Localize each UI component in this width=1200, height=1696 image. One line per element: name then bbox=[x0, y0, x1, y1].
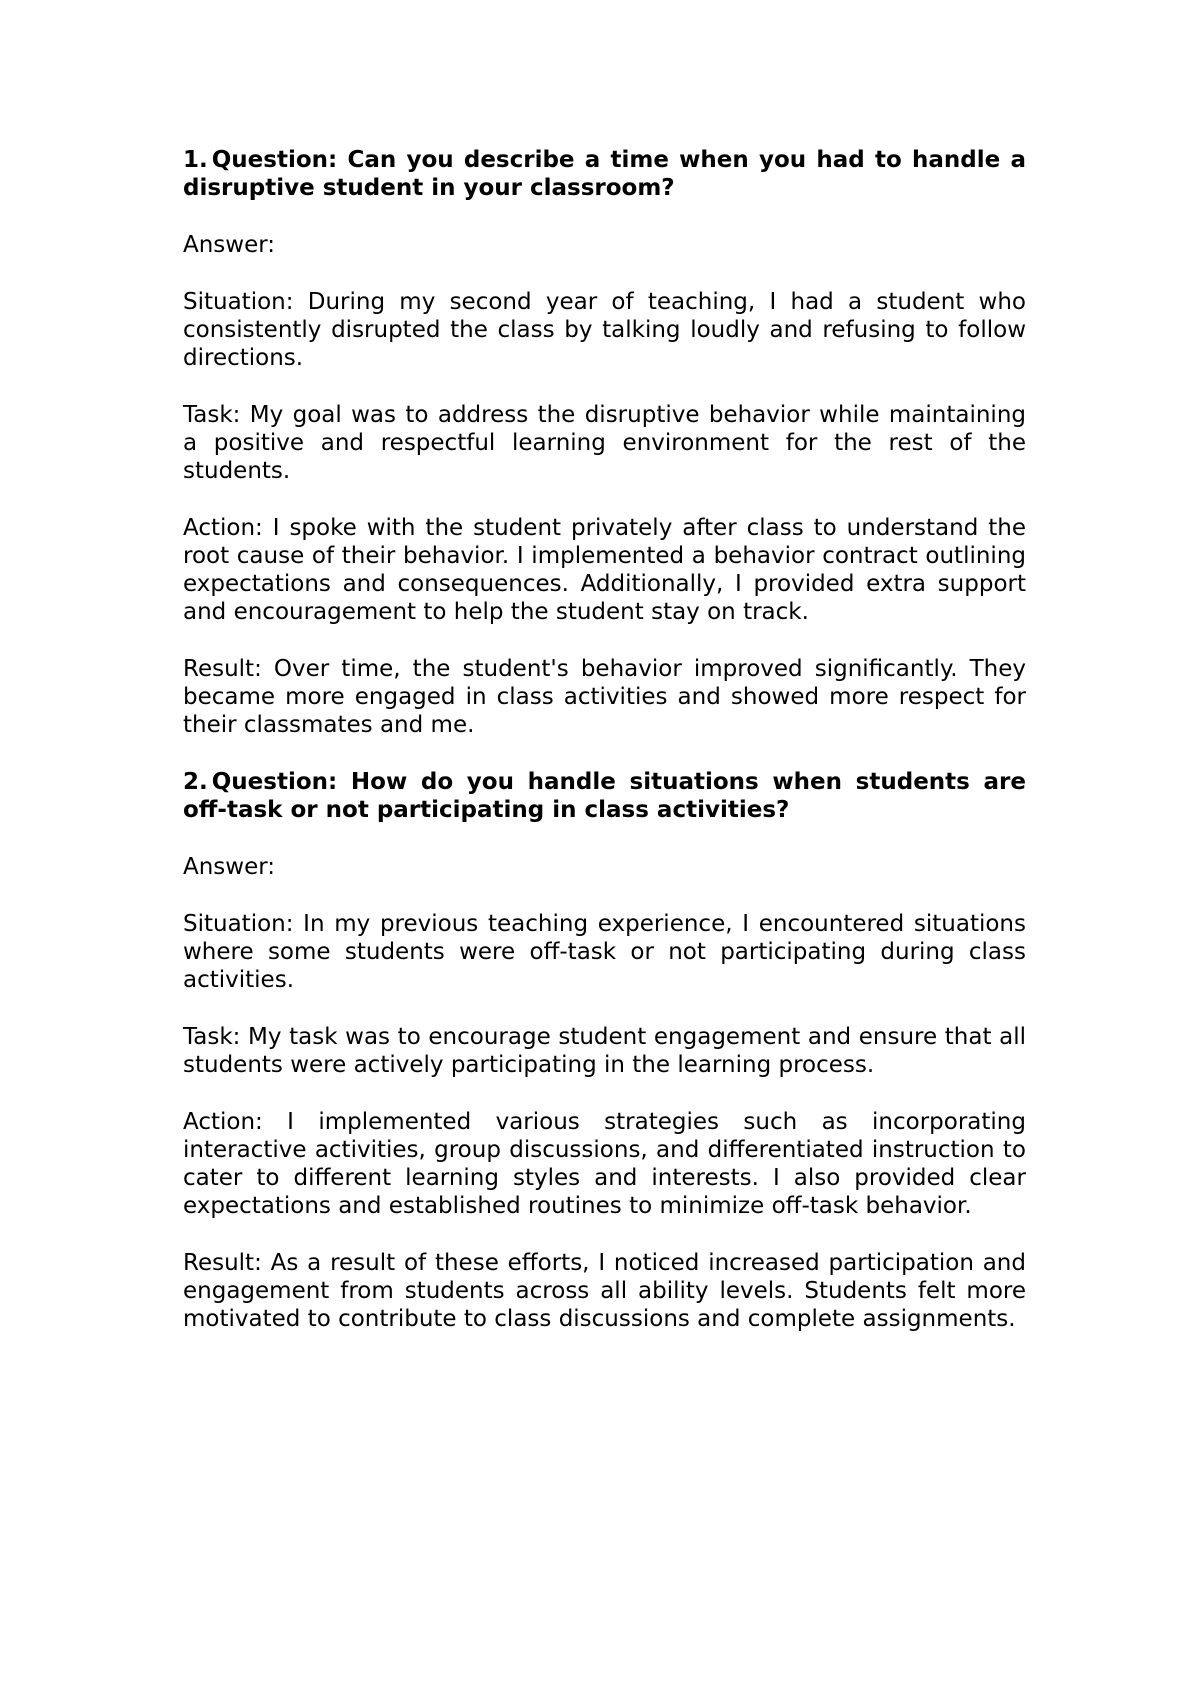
answer-1-situation: Situation: During my second year of teaching, I had a student who consistently disrupted the class by talking loudly and refusing to follow directions. bbox=[183, 289, 1026, 371]
answer-2-label: Answer: bbox=[183, 854, 276, 880]
question-1-text: Question: Can you describe a time when you had to handle a disruptive student in your classroom? bbox=[183, 147, 1026, 201]
question-2 bbox=[183, 768, 1026, 824]
answer-1-task: Task: My goal was to address the disruptive behavior while maintaining a positive and respectful learning environment for the rest of the students. bbox=[183, 402, 1026, 484]
answer-1-result: Result: Over time, the student's behavior improved significantly. They became more engaged in class activities and showed more respect for their classmates and me. bbox=[183, 656, 1026, 738]
question-2-number: 2. bbox=[183, 769, 208, 795]
answer-2-situation: Situation: In my previous teaching experience, I encountered situations where some students were off-task or not participating during class activities. bbox=[183, 911, 1026, 993]
answer-2-action: Action: I implemented various strategies such as incorporating interactive activities, group discussions, and differentiated instruction to cater to different learning styles and interests. I also provided clear expectations and established routines to minimize off-task behavior. bbox=[183, 1109, 1026, 1219]
answer-2-task: Task: My task was to encourage student engagement and ensure that all students were actively participating in the learning process. bbox=[183, 1024, 1026, 1078]
document-body bbox=[183, 146, 1026, 1362]
answer-1-label: Answer: bbox=[183, 232, 276, 258]
question-1 bbox=[183, 146, 1026, 202]
question-1-number: 1. bbox=[183, 147, 208, 173]
question-2-text: Question: How do you handle situations when students are off-task or not participating in class activities? bbox=[183, 769, 1026, 823]
answer-1-action: Action: I spoke with the student privately after class to understand the root cause of their behavior. I implemented a behavior contract outlining expectations and consequences. Additionally, I provided extra support and encouragement to help the student stay on track. bbox=[183, 515, 1026, 625]
answer-2-result: Result: As a result of these efforts, I noticed increased participation and engagement from students across all ability levels. Students felt more motivated to contribute to class discussions and complete assignments. bbox=[183, 1250, 1026, 1332]
